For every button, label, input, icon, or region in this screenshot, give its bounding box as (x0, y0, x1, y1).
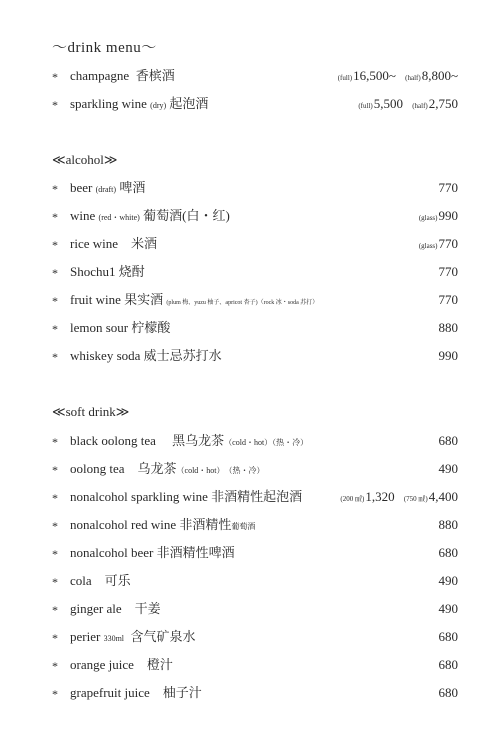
bullet: * (52, 547, 58, 561)
price-label-half: (half) (412, 102, 428, 110)
item-chinese-name: 橙汁 (146, 657, 173, 672)
item-chinese-name: 干姜 (134, 601, 161, 616)
item-name: grapefruit juice (70, 685, 150, 700)
item-price: 680 (438, 629, 458, 644)
item-price: 990 (438, 348, 458, 363)
item-chinese-name: 果实酒 (124, 292, 164, 307)
price-label-glass: (glass) (418, 214, 438, 222)
price-full: 5,500 (373, 96, 403, 111)
item-chinese-name: 含气矿泉水 (130, 629, 196, 644)
item-price: 770 (438, 236, 458, 251)
item-price: 680 (438, 685, 458, 700)
menu-title: 〜drink menu〜 (52, 40, 157, 56)
menu-item-cola (52, 572, 458, 590)
bullet: * (52, 98, 58, 112)
item-chinese-name: 香槟酒 (135, 68, 175, 83)
bullet: * (52, 238, 58, 252)
item-chinese-name: 柠檬酸 (131, 320, 171, 335)
price-half: 8,800~ (421, 68, 458, 83)
price-label-glass: (glass) (418, 242, 438, 250)
menu-item-fruit-wine (52, 291, 458, 309)
item-name: whiskey soda (70, 348, 141, 363)
item-chinese-name: 非酒精性 (179, 517, 232, 532)
bullet: * (52, 435, 58, 449)
menu-item-black-oolong-tea (52, 432, 458, 450)
item-name: ginger ale (70, 601, 122, 616)
bullet: * (52, 463, 58, 477)
item-chinese-name: 起泡酒 (169, 96, 209, 111)
bullet: * (52, 631, 58, 645)
price-label-full: (full) (358, 102, 373, 110)
price-label-750ml: (750 ㎖) (403, 495, 428, 503)
price-half: 2,750 (428, 96, 458, 111)
item-price: 990 (438, 208, 458, 223)
item-name: nonalcohol sparkling wine (70, 489, 208, 504)
menu-item-perier (52, 628, 458, 646)
menu-item-oolong-tea (52, 460, 458, 478)
item-price: 680 (438, 433, 458, 448)
menu-item-grapefruit-juice (52, 684, 458, 702)
item-chinese-name: 柚子汁 (162, 685, 202, 700)
item-name: cola (70, 573, 92, 588)
menu-item-champagne (52, 67, 458, 85)
item-chinese-name: 可乐 (104, 573, 131, 588)
menu-item-orange-juice (52, 656, 458, 674)
bullet: * (52, 350, 58, 364)
bullet: * (52, 603, 58, 617)
menu-item-rice-wine (52, 235, 458, 253)
item-chinese-name: 非酒精性啤酒 (156, 545, 235, 560)
item-chinese-name: 威士忌苏打水 (143, 348, 222, 363)
item-price: 880 (438, 517, 458, 532)
menu-item-whiskey-soda (52, 347, 458, 365)
menu-item-shochu (52, 263, 458, 281)
menu-item-beer (52, 179, 458, 197)
bullet: * (52, 294, 58, 308)
price-750ml: 4,400 (428, 489, 458, 504)
menu-item-nonalcohol-red-wine (52, 516, 458, 534)
item-name: orange juice (70, 657, 134, 672)
bullet: * (52, 687, 58, 701)
item-price: 770 (438, 180, 458, 195)
item-price: 490 (438, 573, 458, 588)
item-name: lemon sour (70, 320, 129, 335)
item-note: (dry) (150, 101, 167, 110)
item-name: rice wine (70, 236, 119, 251)
menu-item-ginger-ale (52, 600, 458, 618)
item-name: nonalcohol red wine (70, 517, 177, 532)
item-chinese-name-small: 葡萄酒 (231, 522, 256, 531)
menu-item-lemon-sour (52, 319, 458, 337)
item-name: fruit wine (70, 292, 121, 307)
item-name: oolong tea (70, 461, 125, 476)
item-name: perier (70, 629, 101, 644)
bullet: * (52, 210, 58, 224)
item-extra-note: （cold・hot）（热・冷） (224, 438, 309, 447)
item-name: nonalcohol beer (70, 545, 154, 560)
bullet: * (52, 70, 58, 84)
bullet: * (52, 519, 58, 533)
item-extra-note: (plum 梅、yuzu 柚子、apricot 杏子)（rock 冰・soda 苏打） (166, 300, 319, 306)
item-name: sparkling wine (70, 96, 147, 111)
price-200ml: 1,320 (365, 489, 395, 504)
price-full: 16,500~ (353, 68, 396, 83)
menu-item-sparkling-wine (52, 95, 458, 113)
item-chinese-name: 啤酒 (119, 180, 146, 195)
item-name: beer (70, 180, 93, 195)
price-label-200ml: (200 ㎖) (340, 495, 365, 503)
item-price: 770 (438, 292, 458, 307)
menu-item-nonalcohol-beer (52, 544, 458, 562)
item-price: 490 (438, 601, 458, 616)
item-chinese-name: 黑乌龙茶 (172, 433, 225, 448)
menu-item-nonalcohol-sparkling-wine (52, 488, 458, 506)
item-name: Shochu1 (70, 264, 116, 279)
item-price: 770 (438, 264, 458, 279)
item-name: wine (70, 208, 96, 223)
item-chinese-name: 米酒 (131, 236, 158, 251)
section-heading-alcohol: ≪alcohol≫ (52, 152, 118, 167)
bullet: * (52, 322, 58, 336)
item-chinese-name: 烧酎 (118, 264, 145, 279)
item-name: champagne (70, 68, 130, 83)
price-label-half: (half) (405, 74, 421, 82)
item-extra-note: （cold・hot） （热・冷） (176, 466, 265, 475)
bullet: * (52, 182, 58, 196)
menu-item-wine (52, 207, 458, 225)
item-price: 680 (438, 545, 458, 560)
bullet: * (52, 491, 58, 505)
section-heading-soft-drink: ≪soft drink≫ (52, 404, 130, 419)
item-name: black oolong tea (70, 433, 156, 448)
bullet: * (52, 659, 58, 673)
item-note: 330ml (103, 634, 125, 643)
item-chinese-name: 乌龙茶 (137, 461, 177, 476)
item-price: 880 (438, 320, 458, 335)
price-label-full: (full) (337, 74, 353, 82)
item-note: (draft) (95, 185, 117, 194)
bullet: * (52, 575, 58, 589)
item-note: (red・white) (98, 213, 140, 222)
item-chinese-name: 葡萄酒(白・红) (143, 208, 230, 223)
item-chinese-name: 非酒精性起泡酒 (211, 489, 303, 504)
item-price: 680 (438, 657, 458, 672)
item-price: 490 (438, 461, 458, 476)
bullet: * (52, 266, 58, 280)
